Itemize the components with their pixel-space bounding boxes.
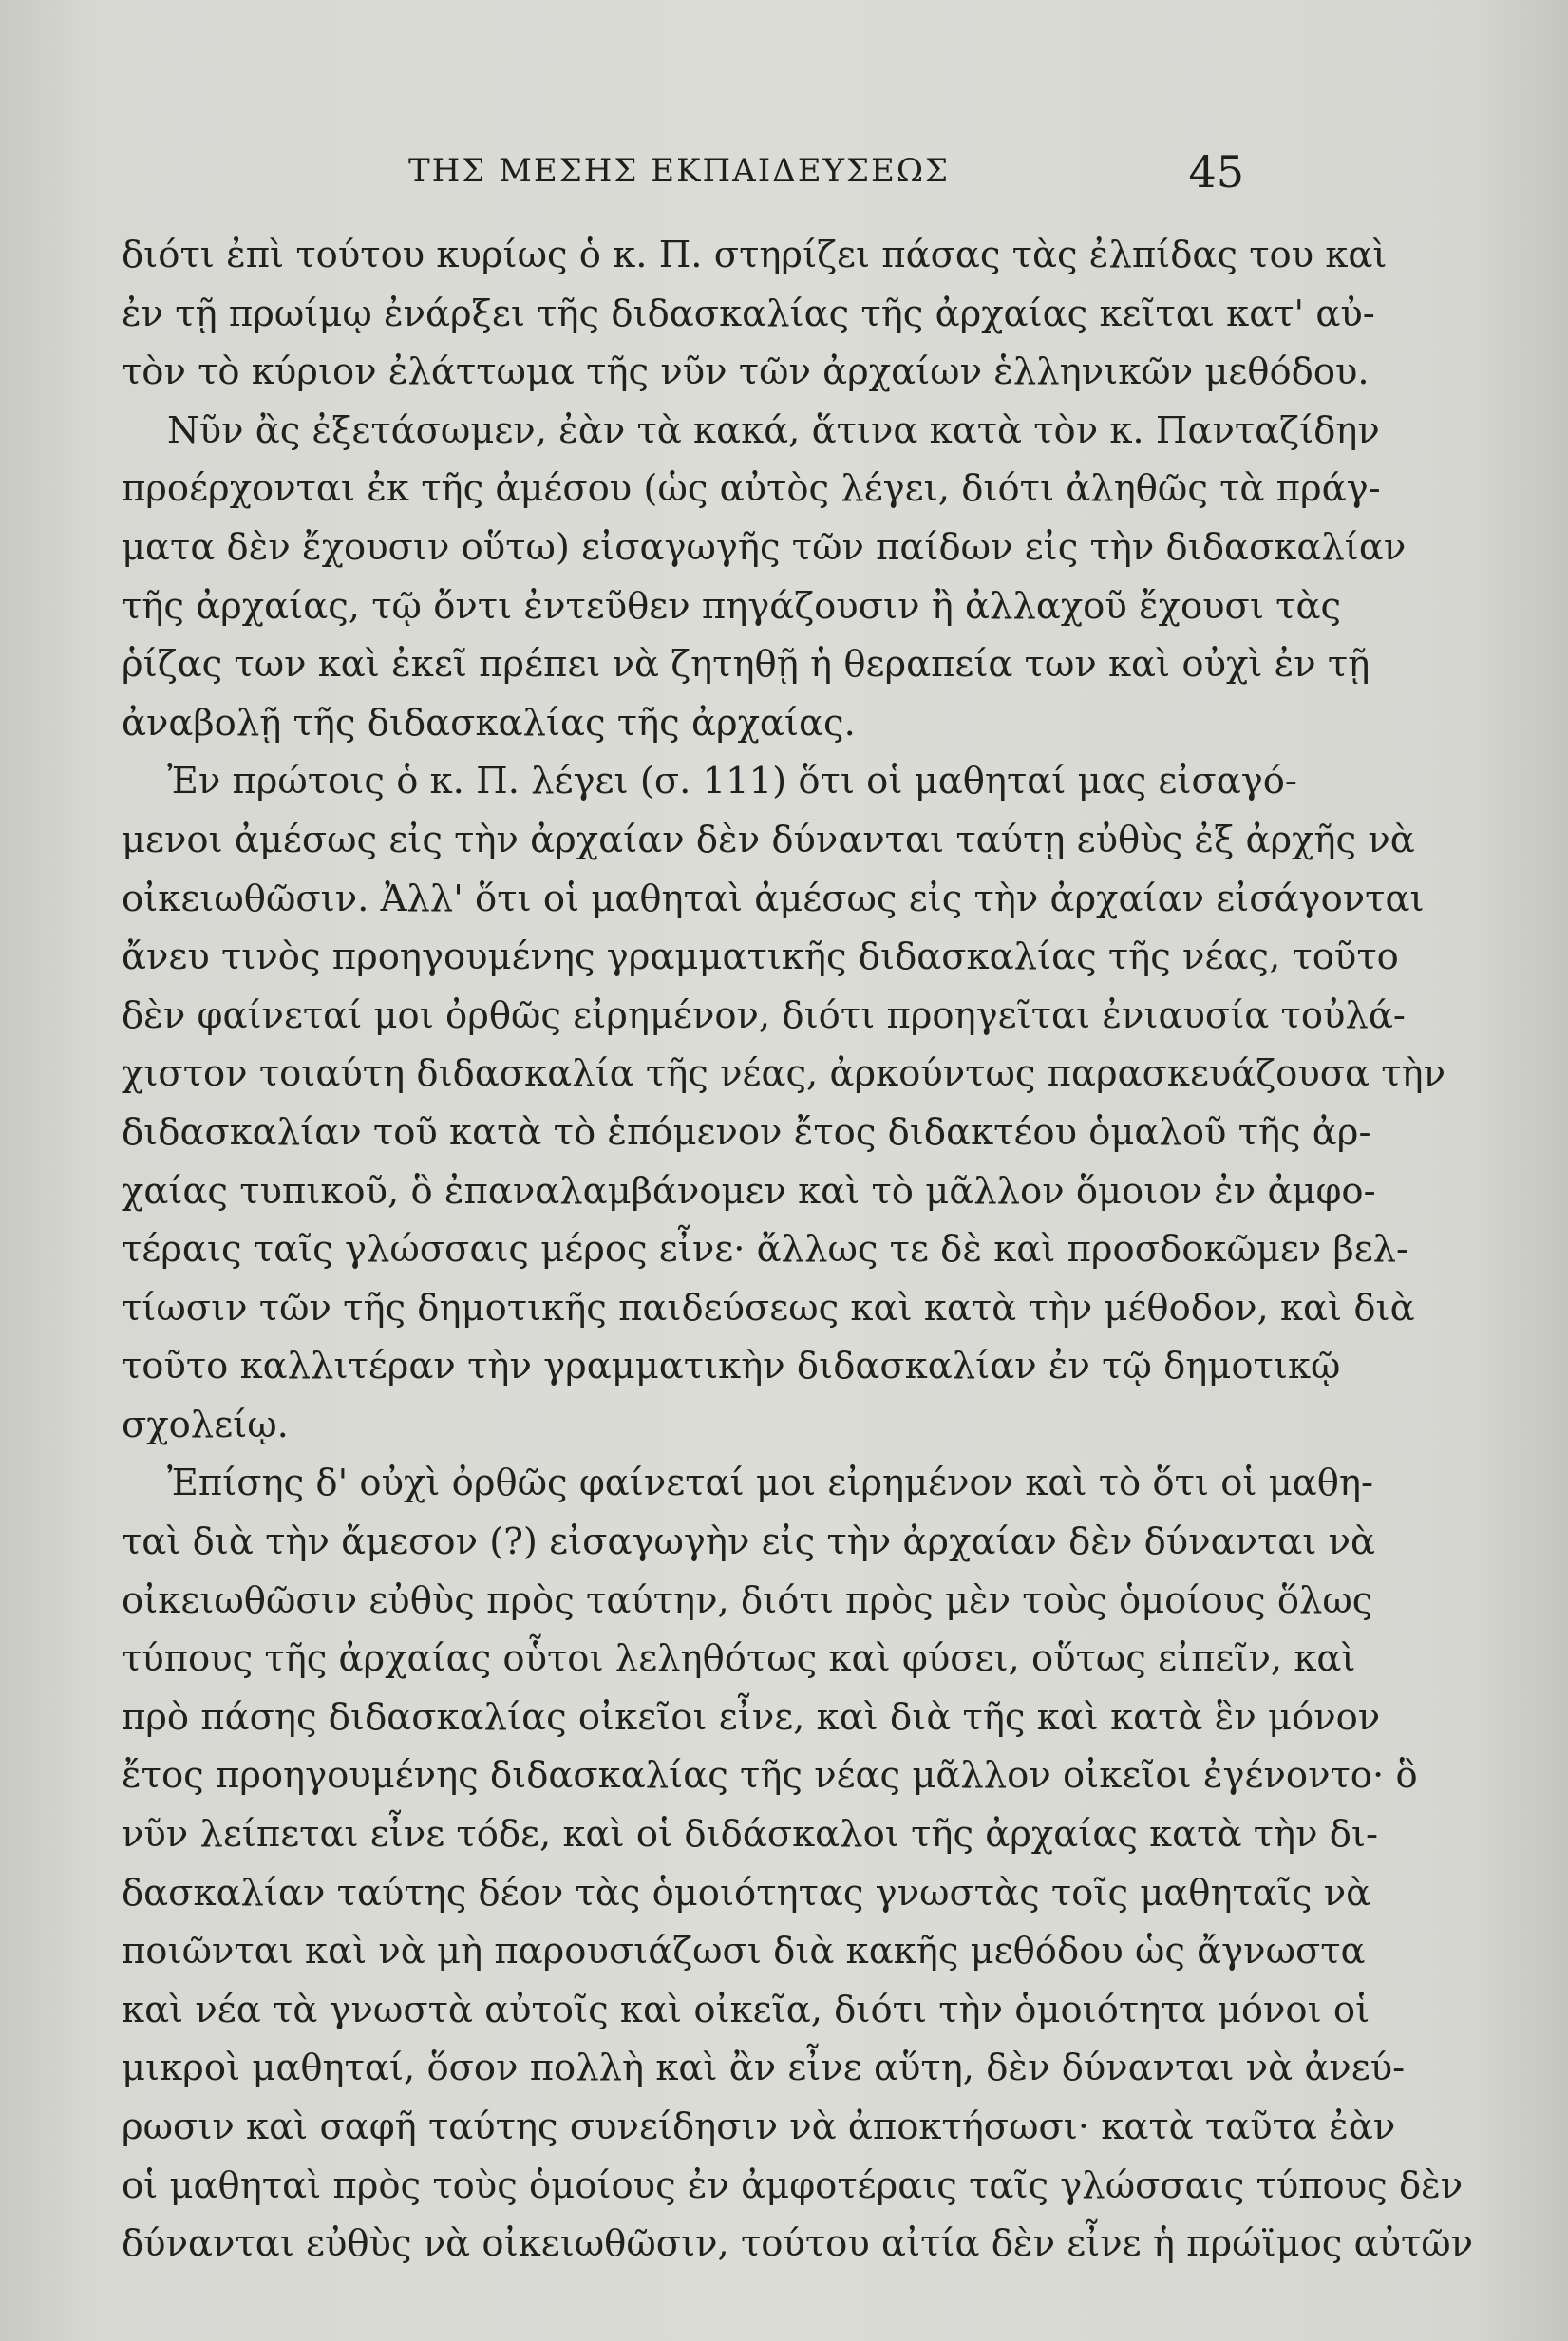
text-line: τίωσιν τῶν τῆς δημοτικῆς παιδεύσεως καὶ κατὰ τὴν μέθοδον, καὶ διὰ (122, 1286, 1415, 1330)
text-line: δύνανται εὐθὺς νὰ οἰκειωθῶσιν, τούτου αἰτία δὲν εἶνε ἡ πρώϊμος αὐτῶν (122, 2222, 1474, 2266)
text-line: τύπους τῆς ἀρχαίας οὗτοι λεληθότως καὶ φύσει, οὕτως εἰπεῖν, καὶ (122, 1637, 1356, 1681)
text-line: διότι ἐπὶ τούτου κυρίως ὁ κ. Π. στηρίζει πάσας τὰς ἐλπίδας του καὶ (122, 234, 1388, 276)
text-line: οἱ μαθηταὶ πρὸς τοὺς ὁμοίους ἐν ἀμφοτέραις ταῖς γλώσσαις τύπους δὲν (122, 2163, 1464, 2207)
page-number: 45 (1188, 146, 1244, 198)
text-line: ἀναβολῇ τῆς διδασκαλίας τῆς ἀρχαίας. (122, 701, 856, 745)
text-line: χαίας τυπικοῦ, ὃ ἐπαναλαμβάνομεν καὶ τὸ μᾶλλον ὅμοιον ἐν ἀμφο- (122, 1169, 1376, 1213)
text-line: προέρχονται ἐκ τῆς ἀμέσου (ὡς αὐτὸς λέγει, διότι ἀληθῶς τὰ πράγ- (122, 467, 1381, 511)
text-line: μενοι ἀμέσως εἰς τὴν ἀρχαίαν δὲν δύνανται ταύτῃ εὐθὺς ἐξ ἀρχῆς νὰ (122, 818, 1415, 861)
text-line: ταὶ διὰ τὴν ἄμεσον (?) εἰσαγωγὴν εἰς τὴν ἀρχαίαν δὲν δύνανται νὰ (122, 1520, 1376, 1564)
running-title: ΤΗΣ ΜΕΣΗΣ ΕΚΠΑΙΔΕΥΣΕΩΣ (407, 152, 951, 190)
text-line: ποιῶνται καὶ νὰ μὴ παρουσιάζωσι διὰ κακῆς μεθόδου ὡς ἄγνωστα (122, 1930, 1366, 1973)
text-line: χιστον τοιαύτη διδασκαλία τῆς νέας, ἀρκούντως παρασκευάζουσα τὴν (122, 1052, 1446, 1096)
text-line: ματα δὲν ἔχουσιν οὕτω) εἰσαγωγῆς τῶν παίδων εἰς τὴν διδασκαλίαν (122, 525, 1407, 569)
text-line: τὸν τὸ κύριον ἐλάττωμα τῆς νῦν τῶν ἀρχαίων ἑλληνικῶν μεθόδου. (122, 350, 1370, 394)
text-line: τοῦτο καλλιτέραν τὴν γραμματικὴν διδασκαλίαν ἐν τῷ δημοτικῷ (122, 1345, 1341, 1388)
text-line: πρὸ πάσης διδασκαλίας οἰκεῖοι εἶνε, καὶ διὰ τῆς καὶ κατὰ ἓν μόνον (122, 1695, 1381, 1739)
text-line: ῥίζας των καὶ ἐκεῖ πρέπει νὰ ζητηθῇ ἡ θεραπεία των καὶ οὐχὶ ἐν τῇ (122, 643, 1370, 687)
text-line: νῦν λείπεται εἶνε τόδε, καὶ οἱ διδάσκαλοι τῆς ἀρχαίας κατὰ τὴν δι- (122, 1813, 1379, 1857)
text-line: Ἐν πρώτοις ὁ κ. Π. λέγει (σ. 111) ὅτι οἱ μαθηταί μας εἰσαγό- (167, 760, 1297, 803)
text-line: διδασκαλίαν τοῦ κατὰ τὸ ἑπόμενον ἔτος διδακτέου ὁμαλοῦ τῆς ἀρ- (122, 1110, 1371, 1154)
running-head (123, 146, 1244, 209)
text-line: οἰκειωθῶσιν. Ἀλλ' ὅτι οἱ μαθηταὶ ἀμέσως εἰς τὴν ἀρχαίαν εἰσάγονται (122, 877, 1425, 920)
text-line: Νῦν ἂς ἐξετάσωμεν, ἐὰν τὰ κακά, ἅτινα κατὰ τὸν κ. Πανταζίδην (167, 408, 1380, 452)
text-line: ἐν τῇ πρωίμῳ ἐνάρξει τῆς διδασκαλίας τῆς ἀρχαίας κεῖται κατ' αὐ- (122, 292, 1375, 335)
text-line: τῆς ἀρχαίας, τῷ ὄντι ἐντεῦθεν πηγάζουσιν ἢ ἀλλαχοῦ ἔχουσι τὰς (122, 584, 1342, 628)
text-line: μικροὶ μαθηταί, ὅσον πολλὴ καὶ ἂν εἶνε αὕτη, δὲν δύνανται νὰ ἀνεύ- (122, 2047, 1406, 2090)
text-line: ἔτος προηγουμένης διδασκαλίας τῆς νέας μᾶλλον οἰκεῖοι ἐγένοντο· ὃ (122, 1754, 1418, 1798)
text-line: ἄνευ τινὸς προηγουμένης γραμματικῆς διδασκαλίας τῆς νέας, τοῦτο (122, 935, 1399, 979)
text-line: Ἐπίσης δ' οὐχὶ ὀρθῶς φαίνεταί μοι εἰρημένον καὶ τὸ ὅτι οἱ μαθη- (167, 1462, 1374, 1505)
text-line: τέραις ταῖς γλώσσαις μέρος εἶνε· ἄλλως τε δὲ καὶ προσδοκῶμεν βελ- (122, 1228, 1409, 1272)
text-line: οἰκειωθῶσιν εὐθὺς πρὸς ταύτην, διότι πρὸς μὲν τοὺς ὁμοίους ὅλως (122, 1578, 1373, 1622)
text-line: δασκαλίαν ταύτης δέον τὰς ὁμοιότητας γνωστὰς τοῖς μαθηταῖς νὰ (122, 1871, 1371, 1915)
body-text (122, 226, 1474, 2274)
text-line: ρωσιν καὶ σαφῆ ταύτης συνείδησιν νὰ ἀποκτήσωσι· κατὰ ταῦτα ἐὰν (122, 2105, 1396, 2148)
text-line: δὲν φαίνεταί μοι ὀρθῶς εἰρημένον, διότι προηγεῖται ἐνιαυσία τοὐλά- (122, 993, 1406, 1037)
text-line: καὶ νέα τὰ γνωστὰ αὐτοῖς καὶ οἰκεῖα, διότι τὴν ὁμοιότητα μόνοι οἱ (122, 1988, 1370, 2031)
text-line: σχολείῳ. (122, 1403, 289, 1446)
